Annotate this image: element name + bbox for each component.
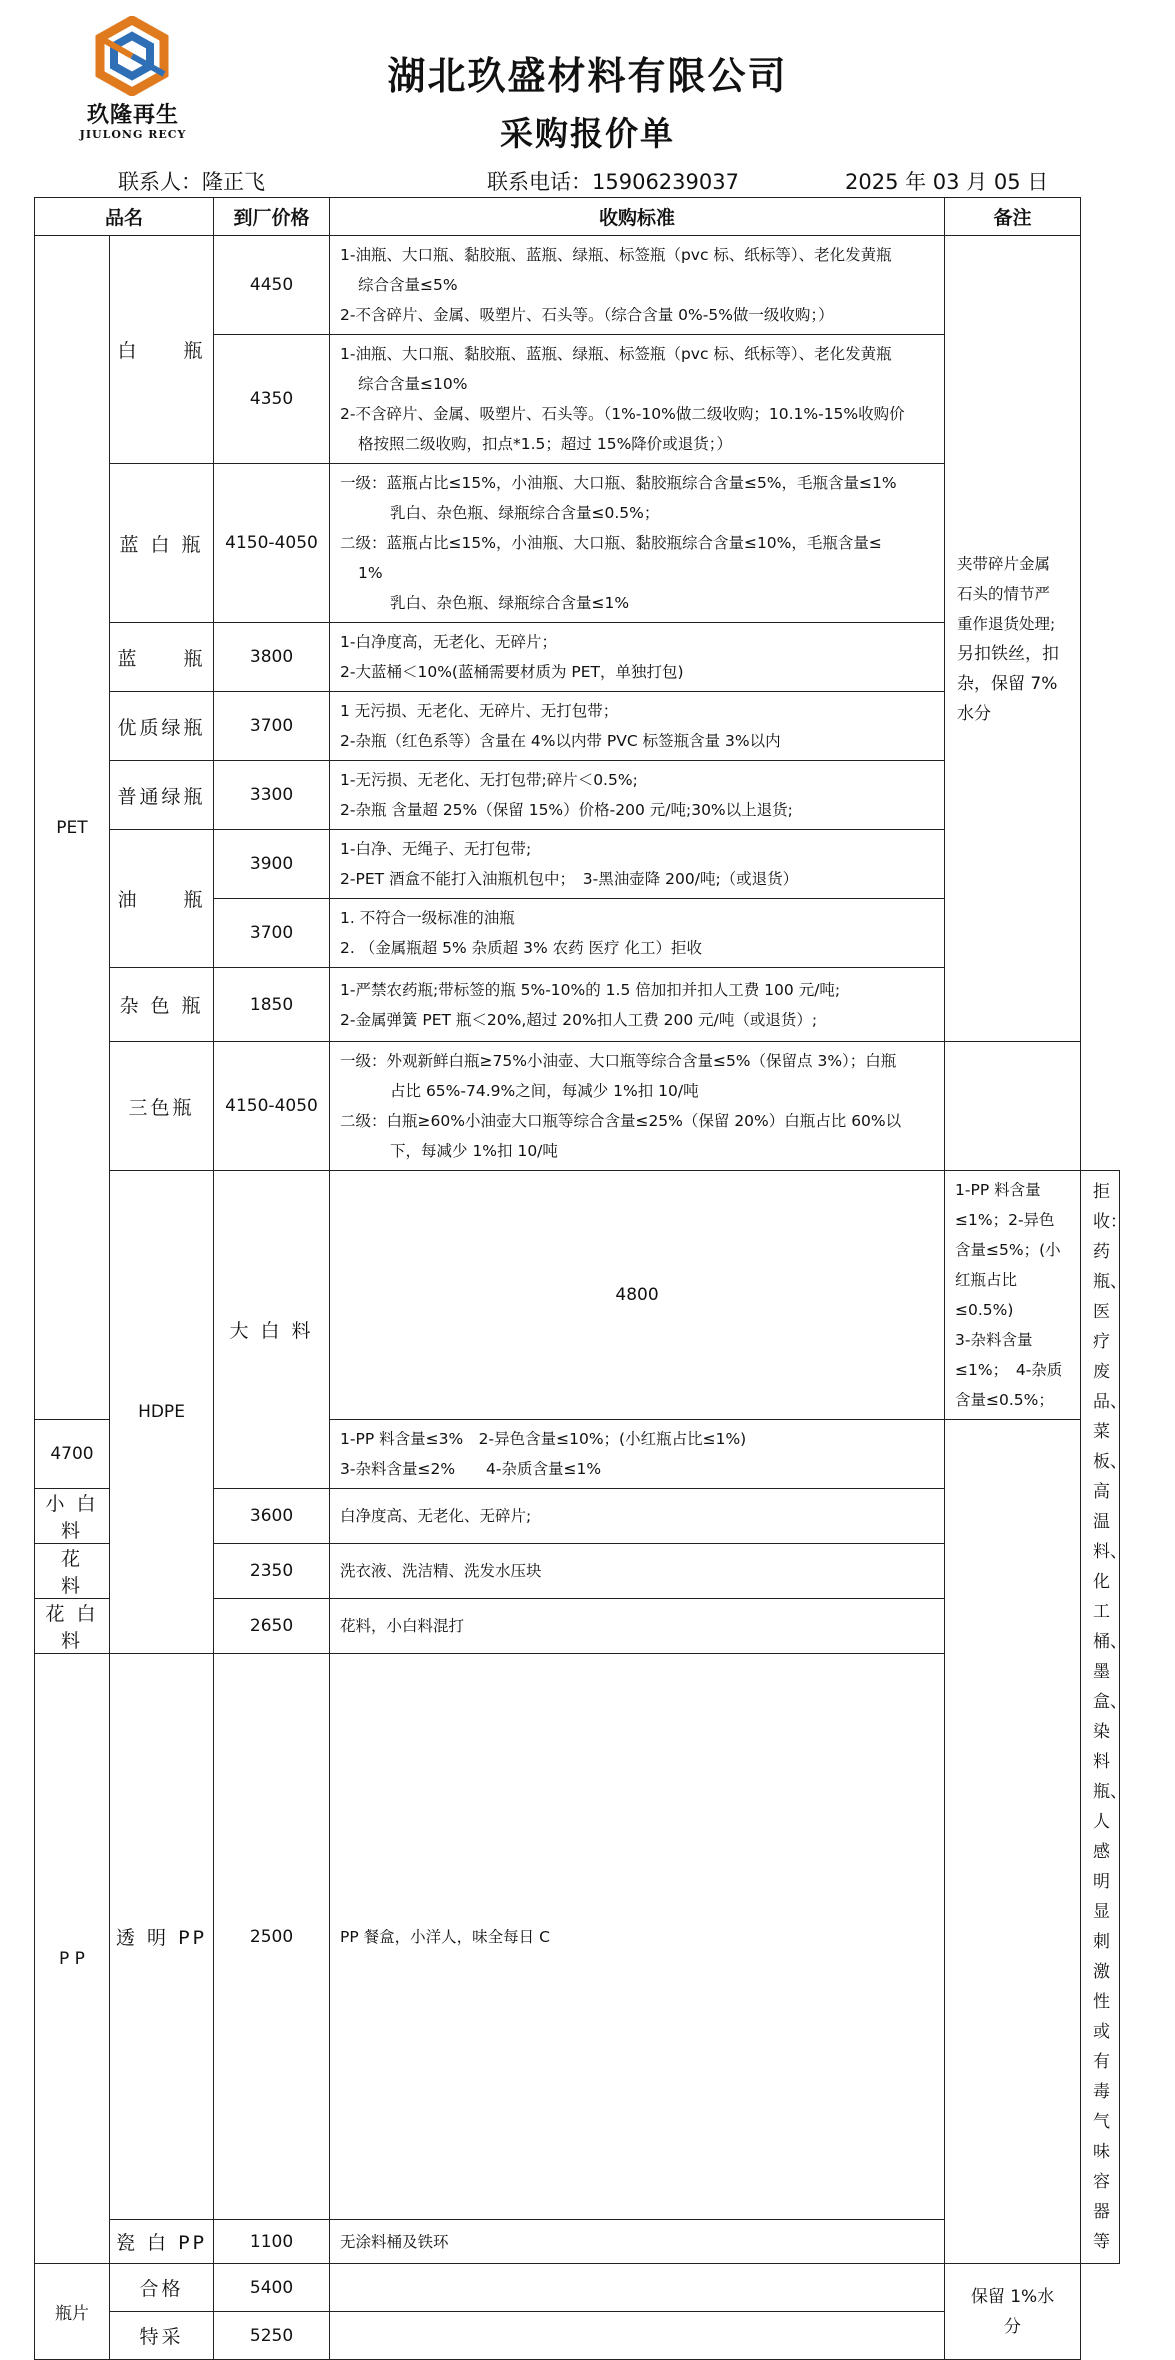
note-line: 人感明显刺 xyxy=(1093,1812,1111,1952)
product-name: 小 白 料 xyxy=(35,1489,110,1544)
purchase-standard xyxy=(330,2264,945,2312)
standard-line: 二级：白瓶≥60%小油壶大口瓶等综合含量≤25%（保留 20%）白瓶占比 60%以 xyxy=(340,1112,902,1130)
table-row xyxy=(35,1171,1120,1420)
standard-line: 格按照二级收购，扣点*1.5；超过 15%降价或退货；） xyxy=(358,435,733,453)
standard-line: 3-杂料含量≤2% 4-杂质含量≤1% xyxy=(340,1460,602,1478)
note-hdpe-pp xyxy=(1081,1171,1128,2264)
standard-line: 1-无污损、无老化、无打包带;碎片＜0.5%; xyxy=(340,771,638,789)
purchase-standard xyxy=(330,1042,945,1171)
product-price: 4800 xyxy=(330,1171,945,1420)
standard-line: 洗衣液、洗洁精、洗发水压块 xyxy=(340,1562,542,1580)
product-name: 花 料 xyxy=(35,1544,110,1599)
product-name: 普通绿瓶 xyxy=(110,761,214,830)
product-price: 1850 xyxy=(214,968,330,1042)
product-name: 合格 xyxy=(110,2264,214,2312)
note-line: 杂，保留 7% xyxy=(957,673,1058,694)
purchase-standard xyxy=(330,335,945,464)
standard-line: 综合含量≤10% xyxy=(358,375,468,393)
note-line: 激性或有毒 xyxy=(1093,1962,1111,2102)
document-date: 2025 年 03 月 05 日 xyxy=(845,170,1049,194)
note-line: 石头的情节严 xyxy=(957,584,1051,603)
purchase-standard xyxy=(330,1599,945,1654)
purchase-standard xyxy=(330,236,945,335)
category-pet: PET xyxy=(35,236,110,1420)
purchase-standard xyxy=(330,968,945,1042)
standard-line: 乳白、杂色瓶、绿瓶综合含量≤1% xyxy=(390,594,630,612)
product-name: 蓝 白 瓶 xyxy=(110,464,214,623)
header-product-name: 品名 xyxy=(35,198,214,236)
quote-table xyxy=(34,197,1128,2360)
product-price: 4150-4050 xyxy=(214,1042,330,1171)
note-line: 拒收：药瓶、 xyxy=(1093,1182,1128,1292)
product-price: 2350 xyxy=(214,1544,330,1599)
purchase-standard xyxy=(330,2312,945,2360)
product-name: 瓷 白 PP xyxy=(110,2220,214,2264)
standard-line: 2-杂瓶 含量超 25%（保留 15%）价格-200 元/吨;30%以上退货; xyxy=(340,801,793,819)
product-name: 杂 色 瓶 xyxy=(110,968,214,1042)
contact-phone: 联系电话：15906239037 xyxy=(487,170,739,194)
table-row xyxy=(35,1042,1120,1171)
standard-line: 乳白、杂色瓶、绿瓶综合含量≤0.5%； xyxy=(390,504,660,522)
product-name: 大 白 料 xyxy=(214,1171,330,1489)
standard-line: 2-不含碎片、金属、吸塑片、石头等。（1%-10%做二级收购；10.1%-15%收购价 xyxy=(340,405,905,423)
purchase-standard xyxy=(330,830,945,899)
product-name: 白 瓶 xyxy=(110,236,214,464)
purchase-standard xyxy=(330,464,945,623)
product-price: 4350 xyxy=(214,335,330,464)
purchase-standard xyxy=(945,1171,1081,1420)
purchase-standard xyxy=(330,692,945,761)
note-line: 医疗废品、菜 xyxy=(1093,1302,1128,1442)
product-price: 3700 xyxy=(214,899,330,968)
product-price: 3700 xyxy=(214,692,330,761)
document-title: 采购报价单 xyxy=(500,114,675,153)
standard-line: 2-杂瓶（红色系等）含量在 4%以内带 PVC 标签瓶含量 3%以内 xyxy=(340,732,781,750)
contact-person: 联系人：隆正飞 xyxy=(118,170,265,194)
standard-line: 2-金属弹簧 PET 瓶＜20%,超过 20%扣人工费 200 元/吨（或退货）; xyxy=(340,1010,818,1029)
standard-line: 1-油瓶、大口瓶、黏胶瓶、蓝瓶、绿瓶、标签瓶（pvc 标、纸标等）、老化发黄瓶 xyxy=(340,246,892,264)
table-row xyxy=(35,2264,1120,2312)
standard-line: PP 餐盒，小洋人，味全每日 C xyxy=(340,1927,550,1946)
standard-line: 3-杂料含量≤1%； 4-杂质含量≤0.5%； xyxy=(955,1331,1063,1409)
standard-line: 一级：蓝瓶占比≤15%，小油瓶、大口瓶、黏胶瓶综合含量≤5%，毛瓶含量≤1% xyxy=(340,474,897,492)
standard-line: 下，每减少 1%扣 10/吨 xyxy=(390,1142,558,1160)
logo-brand-name: 玖隆再生 xyxy=(86,103,179,128)
note-line: 重作退货处理; xyxy=(957,614,1056,633)
standard-line: 白净度高、无老化、无碎片; xyxy=(340,1507,532,1525)
product-price: 4450 xyxy=(214,236,330,335)
standard-line: 2. （金属瓶超 5% 杂质超 3% 农药 医疗 化工）拒收 xyxy=(340,939,702,957)
standard-line: 1% xyxy=(358,564,383,582)
product-price: 5250 xyxy=(214,2312,330,2360)
product-name: 油 瓶 xyxy=(110,830,214,968)
header-price: 到厂价格 xyxy=(214,198,330,236)
standard-line: 2-大蓝桶＜10%(蓝桶需要材质为 PET，单独打包) xyxy=(340,663,684,681)
product-price: 1100 xyxy=(214,2220,330,2264)
category-flakes: 瓶片 xyxy=(35,2264,110,2360)
product-price: 3600 xyxy=(214,1489,330,1544)
logo-brand-name-en: JIULONG RECY xyxy=(79,128,187,141)
category-pp: P P xyxy=(35,1654,110,2264)
purchase-standard xyxy=(330,1489,945,1544)
standard-line: 综合含量≤5% xyxy=(358,276,458,294)
note-line: 板、高温料、 xyxy=(1093,1452,1128,1562)
note-pet xyxy=(945,236,1081,1042)
purchase-standard xyxy=(330,1654,945,2220)
standard-line: 1-白净、无绳子、无打包带; xyxy=(340,840,532,858)
note-line: 分 xyxy=(1004,2316,1022,2337)
standard-line: 占比 65%-74.9%之间，每减少 1%扣 10/吨 xyxy=(390,1082,699,1100)
note-empty xyxy=(945,1042,1081,1171)
standard-line: 2-不含碎片、金属、吸塑片、石头等。（综合含量 0%-5%做一级收购；） xyxy=(340,306,834,324)
standard-line: 一级：外观新鲜白瓶≥75%小油壶、大口瓶等综合含量≤5%（保留点 3%）；白瓶 xyxy=(340,1052,897,1070)
product-price: 3800 xyxy=(214,623,330,692)
note-line: 化工桶、墨 xyxy=(1093,1572,1128,1682)
product-price: 4700 xyxy=(35,1420,110,1489)
note-flakes xyxy=(945,2264,1081,2360)
standard-line: 1-严禁农药瓶;带标签的瓶 5%-10%的 1.5 倍加扣并扣人工费 100 元/吨; xyxy=(340,980,841,999)
product-price: 3300 xyxy=(214,761,330,830)
note-line: 夹带碎片金属 xyxy=(957,554,1051,573)
purchase-standard xyxy=(330,623,945,692)
table-row xyxy=(35,2220,1120,2264)
standard-line: 花料，小白料混打 xyxy=(340,1617,465,1635)
table-row xyxy=(35,1654,1120,2220)
note-line: 保留 1%水 xyxy=(970,2286,1055,2307)
note-line: 盒、染料瓶、 xyxy=(1093,1692,1128,1802)
category-hdpe: HDPE xyxy=(110,1171,214,1654)
standard-line: 1-PP 料含量≤1%；2-异色含量≤5%；(小红瓶占比≤0.5%) xyxy=(955,1181,1061,1319)
standard-line: 无涂料桶及铁环 xyxy=(340,2232,449,2251)
standard-line: 1-PP 料含量≤3% 2-异色含量≤10%；(小红瓶占比≤1%) xyxy=(340,1430,747,1448)
product-name: 透 明 PP xyxy=(110,1654,214,2220)
product-price: 3900 xyxy=(214,830,330,899)
standard-line: 1. 不符合一级标准的油瓶 xyxy=(340,909,515,927)
header-standard: 收购标准 xyxy=(330,198,945,236)
product-name: 花 白 料 xyxy=(35,1599,110,1654)
purchase-standard xyxy=(330,899,945,968)
product-price: 4150-4050 xyxy=(214,464,330,623)
standard-line: 1 无污损、无老化、无碎片、无打包带； xyxy=(340,702,619,720)
product-price: 2500 xyxy=(214,1654,330,2220)
product-name: 特采 xyxy=(110,2312,214,2360)
product-name: 蓝 瓶 xyxy=(110,623,214,692)
product-price: 5400 xyxy=(214,2264,330,2312)
note-line: 水分 xyxy=(957,703,992,724)
company-name: 湖北玖盛材料有限公司 xyxy=(387,54,788,98)
standard-line: 二级：蓝瓶占比≤15%，小油瓶、大口瓶、黏胶瓶综合含量≤10%，毛瓶含量≤ xyxy=(340,534,882,552)
table-header-row xyxy=(35,198,1120,236)
purchase-standard xyxy=(330,1420,945,1489)
purchase-standard xyxy=(330,761,945,830)
table-row xyxy=(35,236,1120,335)
product-price: 2650 xyxy=(214,1599,330,1654)
purchase-standard xyxy=(330,2220,945,2264)
standard-line: 1-油瓶、大口瓶、黏胶瓶、蓝瓶、绿瓶、标签瓶（pvc 标、纸标等）、老化发黄瓶 xyxy=(340,345,892,363)
product-name: 三色瓶 xyxy=(110,1042,214,1171)
standard-line: 2-PET 酒盒不能打入油瓶机包中； 3-黑油壶降 200/吨;（或退货） xyxy=(340,870,799,888)
standard-line: 1-白净度高，无老化、无碎片； xyxy=(340,633,557,651)
header-notes: 备注 xyxy=(945,198,1081,236)
purchase-standard xyxy=(330,1544,945,1599)
product-name: 优质绿瓶 xyxy=(110,692,214,761)
note-line: 另扣铁丝，扣 xyxy=(957,643,1060,664)
note-line: 气味容器等 xyxy=(1093,2112,1111,2252)
